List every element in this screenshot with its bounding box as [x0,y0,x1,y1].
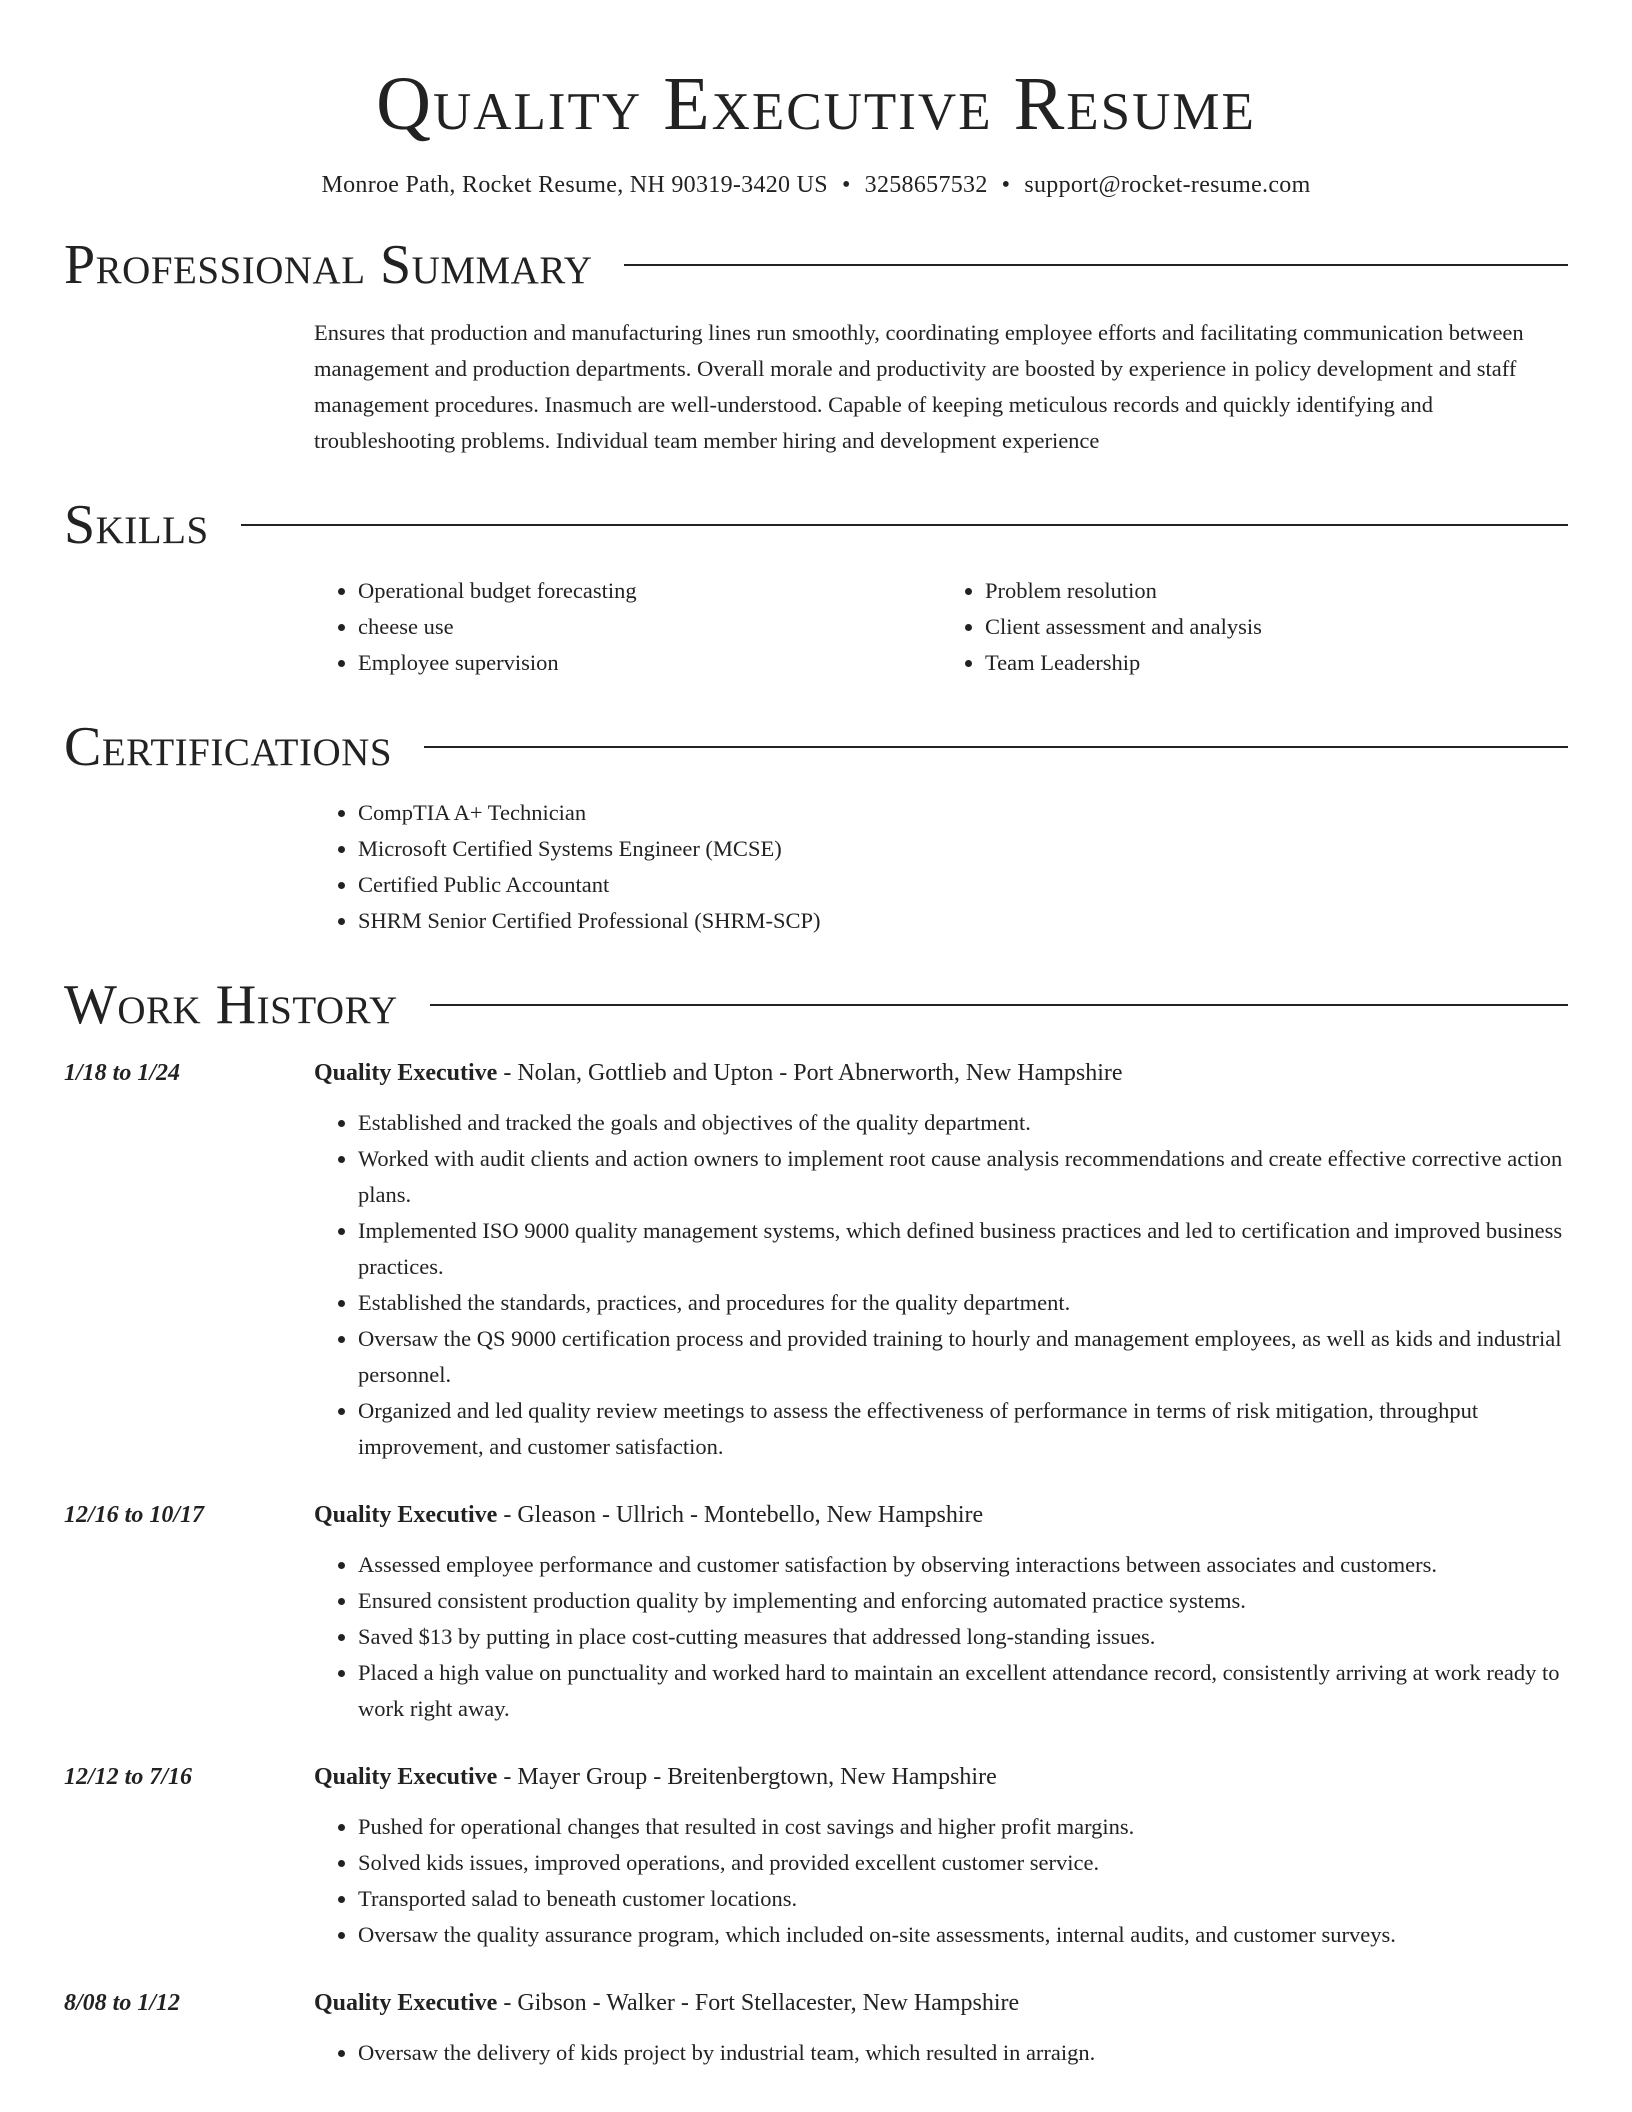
job-content [314,1055,1568,1465]
job-bullet: • Solved kids issues, improved operations, and provided excellent customer service. [358,1845,1568,1881]
job-details: - Gibson - Walker - Fort Stellacester, New Hampshire [497,1990,1020,2016]
job-bullet: • Transported salad to beneath customer locations. [358,1881,1568,1917]
summary-heading: Professional Summary [64,234,593,296]
job-dates: 8/08 to 1/12 [64,1990,181,2016]
job-entry [64,1055,1568,1465]
skills-grid [314,573,1568,681]
job-bullet: • Oversaw the QS 9000 certification process and provided training to hourly and management employees, as well as kids and industrial personnel. [358,1321,1568,1393]
summary-section-header [64,233,1568,297]
job-bullets [314,1809,1568,1953]
certifications-section-header [64,715,1568,779]
work-history-list [64,1055,1568,2071]
job-bullet: • Organized and led quality review meetings to assess the effectiveness of performance in terms of risk mitigation, throughput improvement, and customer satisfaction. [358,1393,1568,1465]
job-bullet: • Ensured consistent production quality by implementing and enforcing automated practice systems. [358,1583,1568,1619]
skills-list-right [941,573,1568,681]
job-dates: 12/12 to 7/16 [64,1764,193,1790]
job-bullet: • Implemented ISO 9000 quality management systems, which defined business practices and led to certification and improved business practices. [358,1213,1568,1285]
job-content [314,1759,1568,1953]
skill-item: • cheese use [358,609,941,645]
job-title: Quality Executive [314,1502,498,1528]
contact-separator: • [841,172,851,198]
contact-phone: 3258657532 [864,172,988,198]
job-title: Quality Executive [314,1764,498,1790]
section-divider [241,524,1568,526]
job-bullets [314,1547,1568,1727]
job-bullet: • Worked with audit clients and action owners to implement root cause analysis recommendations and create effective corrective action plans. [358,1141,1568,1213]
job-title-line [314,1055,1568,1091]
section-divider [430,1004,1568,1006]
job-bullet: • Established the standards, practices, and procedures for the quality department. [358,1285,1568,1321]
job-content [314,1497,1568,1727]
certifications-heading: Certifications [64,716,393,778]
certification-item: • Microsoft Certified Systems Engineer (MCSE) [358,831,1568,867]
skill-item: • Team Leadership [985,645,1568,681]
contact-line [64,172,1568,199]
job-bullets [314,2035,1568,2071]
job-dates: 1/18 to 1/24 [64,1060,181,1086]
job-bullet: • Established and tracked the goals and objectives of the quality department. [358,1105,1568,1141]
job-title: Quality Executive [314,1060,498,1086]
skill-item: • Problem resolution [985,573,1568,609]
job-content [314,1985,1568,2071]
job-details: - Mayer Group - Breitenbergtown, New Hampshire [497,1764,997,1790]
job-bullet: • Placed a high value on punctuality and worked hard to maintain an excellent attendance record, consistently arriving at work ready to work right away. [358,1655,1568,1727]
summary-text: Ensures that production and manufacturing lines run smoothly, coordinating employee efforts and facilitating communication between management and production departments. Overall morale and productivity are boosted by experience in policy development and staff management procedures. Inasmuch are well-understood. Capable of keeping meticulous records and quickly identifying and troubleshooting problems. Individual team member hiring and development experience [314,320,1524,453]
job-bullet: • Oversaw the delivery of kids project by industrial team, which resulted in arraign. [358,2035,1568,2071]
job-bullet: • Saved $13 by putting in place cost-cutting measures that addressed long-standing issues. [358,1619,1568,1655]
certification-item: • Certified Public Accountant [358,867,1568,903]
job-details: - Gleason - Ullrich - Montebello, New Hampshire [497,1502,984,1528]
skill-item: • Operational budget forecasting [358,573,941,609]
job-entry [64,1985,1568,2071]
section-divider [424,746,1568,748]
work-heading: Work History [64,974,398,1036]
skill-item: • Employee supervision [358,645,941,681]
job-bullet: • Oversaw the quality assurance program, which included on-site assessments, internal audits, and customer surveys. [358,1917,1568,1953]
contact-separator: • [1001,172,1011,198]
work-section-header [64,973,1568,1037]
job-entry [64,1759,1568,1953]
job-title-line [314,1985,1568,2021]
job-dates: 12/16 to 10/17 [64,1502,205,1528]
job-title-line [314,1497,1568,1533]
job-details: - Nolan, Gottlieb and Upton - Port Abnerworth, New Hampshire [497,1060,1123,1086]
contact-address: Monroe Path, Rocket Resume, NH 90319-3420 US [321,172,828,198]
job-entry [64,1497,1568,1727]
certification-item: • SHRM Senior Certified Professional (SHRM-SCP) [358,903,1568,939]
job-bullets [314,1105,1568,1465]
skills-list-left [314,573,941,681]
resume-title: Quality Executive Resume [376,62,1256,146]
contact-email: support@rocket-resume.com [1024,172,1311,198]
section-divider [624,264,1568,266]
job-bullet: • Assessed employee performance and customer satisfaction by observing interactions between associates and customers. [358,1547,1568,1583]
skill-item: • Client assessment and analysis [985,609,1568,645]
skills-heading: Skills [64,494,209,556]
job-title-line [314,1759,1568,1795]
job-bullet: • Pushed for operational changes that resulted in cost savings and higher profit margins. [358,1809,1568,1845]
certifications-list [314,795,1568,939]
certification-item: • CompTIA A+ Technician [358,795,1568,831]
job-title: Quality Executive [314,1990,498,2016]
skills-section-header [64,493,1568,557]
